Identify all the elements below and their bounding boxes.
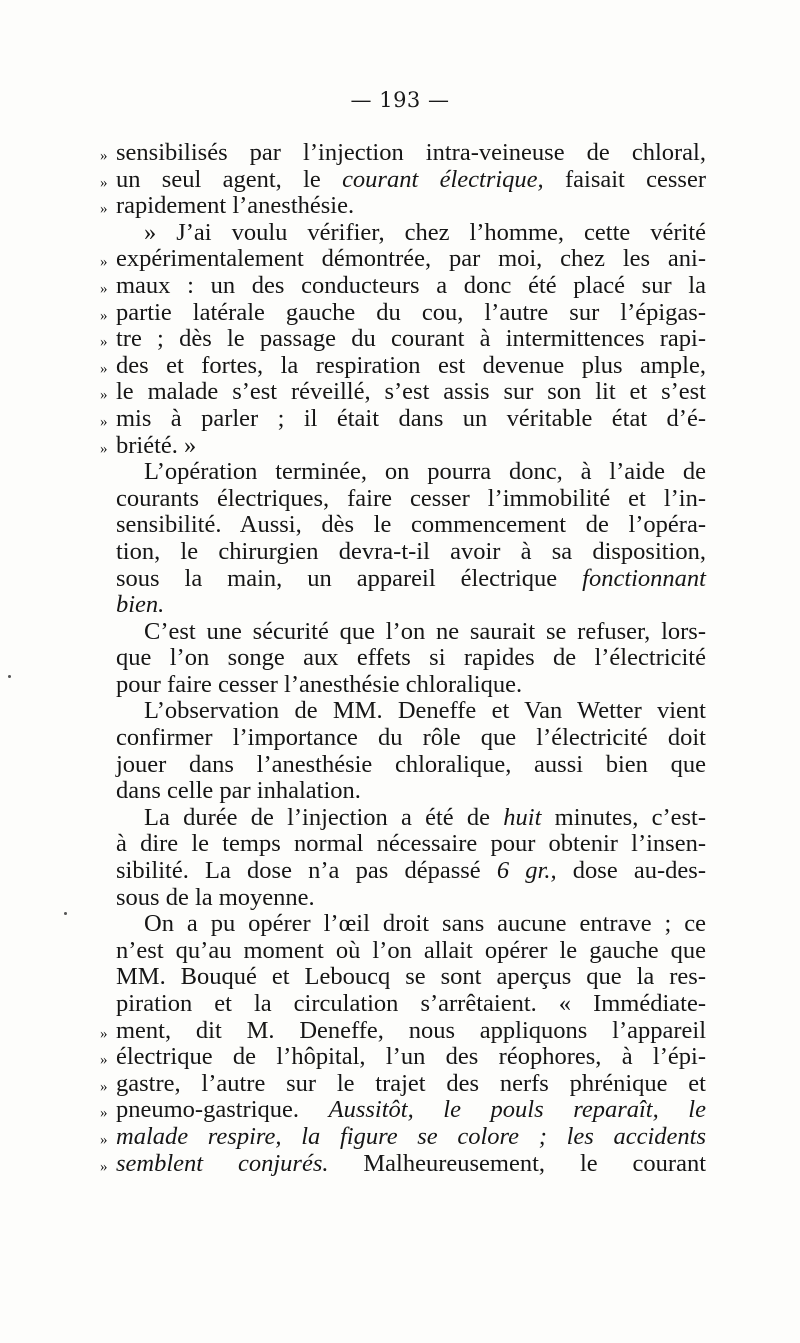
quote-mark: » <box>100 360 108 377</box>
text-segment: » J’ai voulu vérifier, chez l’homme, cette vérité <box>144 218 706 246</box>
text-segment: sous de la moyenne. <box>116 883 315 911</box>
text-segment: dans celle par inhalation. <box>116 777 361 805</box>
text-segment: sibilité. La dose n’a pas dépassé <box>116 857 497 885</box>
text-segment: ment, dit M. Deneffe, nous appliquons l’appareil <box>116 1016 706 1044</box>
text-line <box>116 539 706 566</box>
text-line <box>100 271 706 300</box>
text-segment: jouer dans l’anesthésie chloralique, aussi bien que <box>116 750 706 778</box>
text-segment: piration et la circulation s’arrêtaient. « Immédiate- <box>116 990 706 1017</box>
italic-text: huit <box>503 803 542 831</box>
quote-mark: » <box>100 413 108 430</box>
quote-mark: » <box>100 1078 108 1095</box>
text-line <box>116 725 706 752</box>
quote-mark: » <box>100 148 108 164</box>
text-line <box>116 911 706 938</box>
text-segment: courants électriques, faire cesser l’immobilité et l’in- <box>116 484 706 512</box>
text-segment: mis à parler ; il était dans un véritable état d’é- <box>116 404 706 432</box>
text-segment: briété. » <box>116 431 197 459</box>
text-segment: sous la main, un appareil électrique <box>116 564 583 592</box>
text-segment: des et fortes, la respiration est devenue plus ample, <box>116 351 706 379</box>
text-segment: La durée de l’injection a été de <box>144 803 504 831</box>
text-line <box>116 619 706 646</box>
text-segment: On a pu opérer l’œil droit sans aucune entrave ; ce <box>144 910 706 938</box>
italic-text: 6 gr., <box>496 857 557 885</box>
text-line <box>116 991 706 1018</box>
text-line <box>116 566 706 593</box>
text-segment: dose au-des- <box>556 857 706 885</box>
text-line <box>116 858 706 885</box>
quote-mark: » <box>100 334 108 351</box>
text-line <box>100 1016 706 1045</box>
quote-mark: » <box>100 1105 108 1122</box>
text-line <box>116 698 706 725</box>
text-line <box>116 459 706 486</box>
text-line <box>100 1069 706 1098</box>
text-line <box>116 592 706 619</box>
text-segment: le malade s’est réveillé, s’est assis sur son lit et s’est <box>116 378 706 406</box>
text-segment: n’est qu’au moment où l’on allait opérer le gauche que <box>116 936 706 964</box>
text-line <box>116 778 706 805</box>
text-segment: pour faire cesser l’anesthésie chloralique. <box>116 670 523 698</box>
text-segment: un seul agent, le <box>116 165 343 193</box>
italic-text: malade respire, la figure se colore ; les accidents <box>116 1122 706 1150</box>
text-segment: pneumo-gastrique. <box>116 1096 329 1124</box>
text-line <box>116 672 706 699</box>
text-line <box>116 805 706 832</box>
text-line <box>116 486 706 513</box>
quote-mark: » <box>100 387 108 404</box>
text-segment: minutes, c’est- <box>541 803 706 831</box>
italic-text: bien. <box>116 591 165 619</box>
text-segment: L’opération terminée, on pourra donc, à l’aide de <box>144 458 706 486</box>
text-line <box>100 351 706 380</box>
quote-mark: » <box>100 1131 108 1148</box>
text-segment: électrique de l’hôpital, l’un des réophores, à l’épi- <box>116 1043 706 1071</box>
text-line <box>100 165 707 194</box>
text-line <box>100 192 706 220</box>
text-line <box>100 404 706 433</box>
text-line <box>100 245 706 273</box>
quote-mark: » <box>100 174 108 191</box>
text-segment: sensibilisés par l’injection intra-veineuse de chloral, <box>116 139 706 166</box>
quote-mark: » <box>100 280 108 297</box>
text-line <box>116 938 706 965</box>
text-segment: que l’on songe aux effets si rapides de l’électricité <box>116 644 706 672</box>
quote-mark: » <box>100 254 108 271</box>
text-segment: partie latérale gauche du cou, l’autre sur l’épigas- <box>116 298 706 326</box>
text-segment: expérimentalement démontrée, par moi, chez les ani- <box>116 245 706 273</box>
text-line <box>100 325 706 353</box>
body-text <box>100 139 707 1177</box>
text-line <box>100 378 706 406</box>
text-segment: sensibilité. Aussi, dès le commencement de l’opéra- <box>116 511 706 539</box>
text-line <box>100 298 706 327</box>
page-number: — 193 — <box>350 88 450 112</box>
text-line <box>116 512 706 539</box>
text-segment: gastre, l’autre sur le trajet des nerfs phrénique et <box>116 1069 706 1097</box>
text-segment: rapidement l’anesthésie. <box>116 192 355 220</box>
quote-mark: » <box>100 440 108 457</box>
italic-text: courant électrique, <box>342 165 544 193</box>
text-line <box>116 964 706 991</box>
quote-mark: » <box>100 1025 108 1042</box>
quote-mark: » <box>100 307 108 324</box>
text-segment: Malheureusement, le courant <box>328 1149 706 1177</box>
paper-speck <box>8 675 11 678</box>
text-segment: confirmer l’importance du rôle que l’électricité doit <box>116 724 706 752</box>
quote-mark: » <box>100 201 108 218</box>
quote-mark: » <box>100 1052 108 1069</box>
text-line <box>100 431 706 460</box>
italic-text: semblent conjurés. <box>116 1149 329 1177</box>
text-segment: C’est une sécurité que l’on ne saurait se refuser, lors- <box>144 617 706 645</box>
text-line <box>100 1122 706 1151</box>
paper-speck <box>64 912 67 915</box>
text-segment: faisait cesser <box>543 165 707 193</box>
text-line <box>116 645 706 672</box>
italic-text: fonctionnant <box>582 564 706 592</box>
text-segment: tre ; dès le passage du courant à intermittences rapi- <box>116 325 706 353</box>
quote-mark: » <box>100 1158 108 1175</box>
text-segment: tion, le chirurgien devra-t-il avoir à sa disposition, <box>116 537 706 565</box>
text-segment: MM. Bouqué et Leboucq se sont aperçus que la res- <box>116 963 706 991</box>
text-segment: maux : un des conducteurs a donc été placé sur la <box>116 271 706 299</box>
text-line <box>100 139 706 167</box>
text-line <box>100 1096 706 1124</box>
text-line <box>116 831 706 858</box>
text-line <box>116 220 706 247</box>
text-segment: L’observation de MM. Deneffe et Van Wetter vient <box>144 697 706 725</box>
text-line <box>116 885 706 912</box>
text-line <box>100 1043 706 1071</box>
text-segment: à dire le temps normal nécessaire pour obtenir l’insen- <box>116 830 706 858</box>
text-line <box>116 752 706 779</box>
text-line <box>100 1149 706 1178</box>
italic-text: Aussitôt, le pouls reparaît, le <box>328 1096 706 1124</box>
